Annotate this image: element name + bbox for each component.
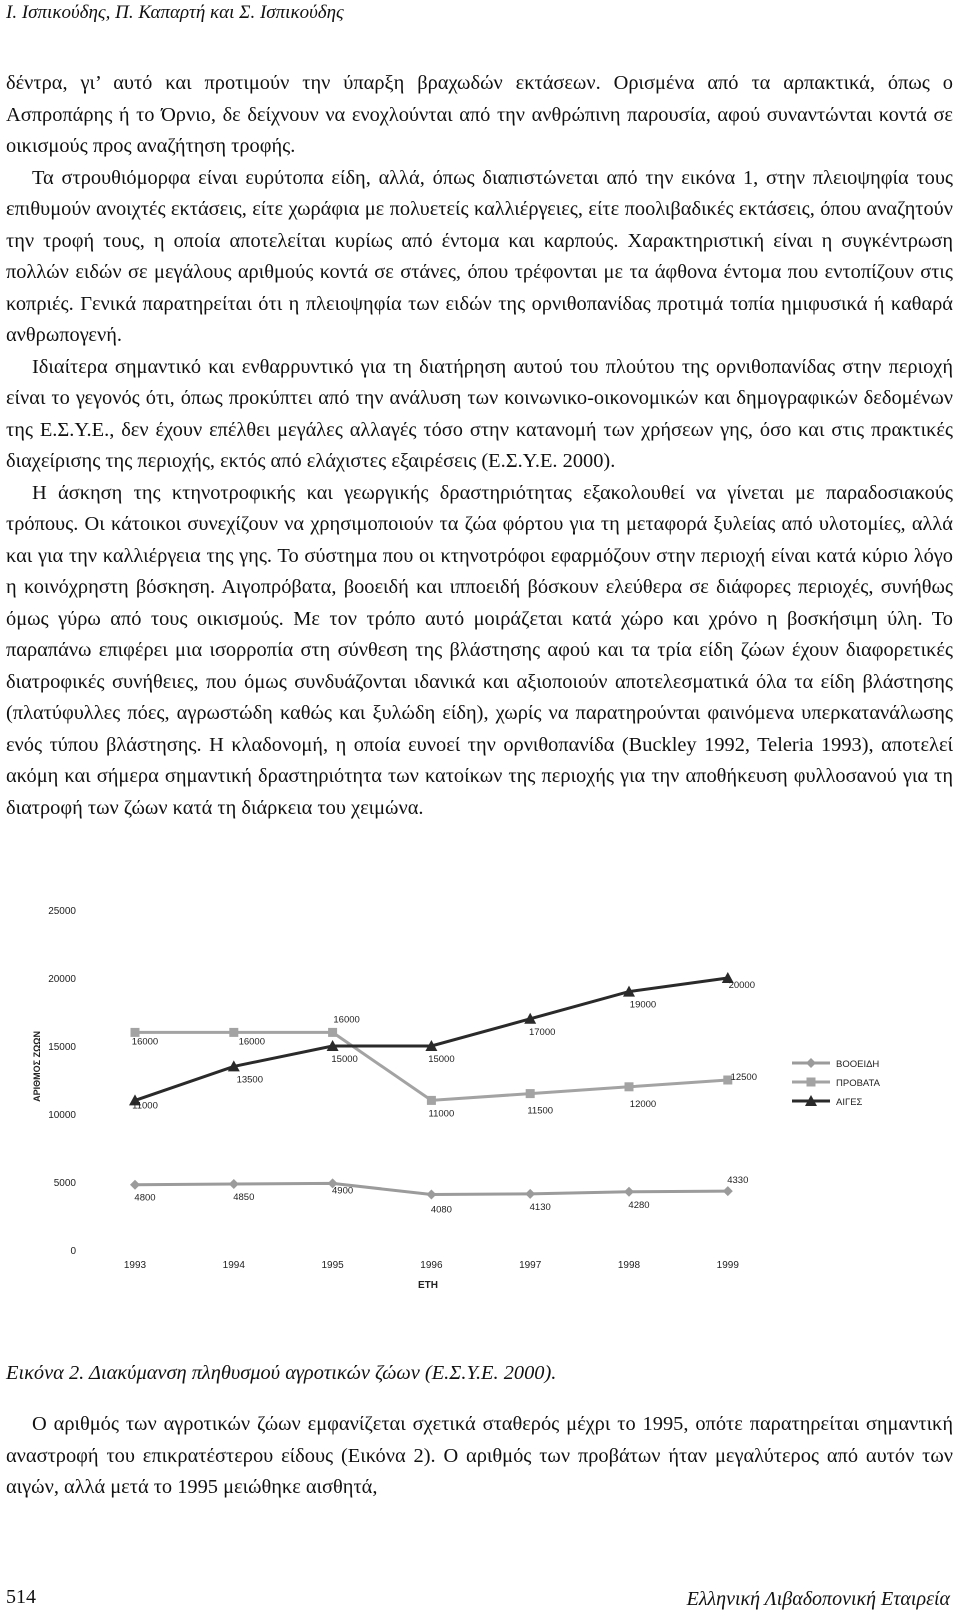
running-header: Ι. Ισπικούδης, Π. Καπαρτή και Σ. Ισπικούδης [6,2,344,23]
y-tick-label: 0 [70,1246,76,1257]
publisher-name: Ελληνική Λιβαδοπονική Εταιρεία [686,1588,950,1610]
y-tick-label: 5000 [53,1178,76,1189]
series-line [135,978,728,1100]
chart-marker-square [625,1082,634,1091]
paragraph: Ο αριθμός των αγροτικών ζώων εμφανίζεται σχετικά σταθερός μέχρι το 1995, οπότε παρατηρείται σημαντική αναστροφή του επικρατέστερου είδους (Εικόνα 2). Ο αριθμός των προβάτων ήταν μεγαλύτερος από αυτόν των αιγών, αλλά μετά το 1995 μειώθηκε αισθητά, [6,1413,953,1498]
chart-marker-diamond [624,1187,634,1197]
data-label: 17000 [528,1026,556,1038]
x-tick-label: 1993 [123,1260,147,1271]
data-label: 16000 [131,1036,159,1048]
chart-marker-square [427,1096,436,1105]
chart-marker-square [229,1028,238,1037]
x-tick-label: 1997 [519,1260,542,1271]
legend-entry: ΒΟΟΕΙΔΗ [836,1059,880,1070]
y-tick-label: 20000 [48,974,76,985]
chart-marker-diamond [426,1190,436,1200]
legend-entry: ΑΙΓΕΣ [836,1097,863,1108]
chart-marker-square [328,1028,337,1037]
x-tick-label: 1996 [420,1260,443,1271]
data-label: 4800 [134,1192,156,1204]
paragraph: Τα στρουθιόμορφα είναι ευρύτοπα είδη, αλλά, όπως διαπιστώνεται από την εικόνα 1, στην πλειοψηφία τους επιθυμούν ανοιχτές εκτάσεις, είτε χωράφια με πολυετείς καλλιέργειες, είτε ποολιβαδικές εκτάσεις, όπου αναζητούν την τροφή τους, η οποία αποτελείται κυρίως από έντομα και καρπούς. Χαρακτηριστική είναι η συγκέντρωση πολλών ειδών σε μεγάλους αριθμούς κοντά σε στάνες, όπου τρέφονται με τα άφθονα έντομα που εντοπίζουν στις κοπριές. Γενικά παρατηρείται ότι η πλειοψηφία των ειδών της ορνιθοπανίδας προτιμά τοπία ημιφυσικά ή καθαρά ανθρωπογενή. [6,166,953,346]
data-label: 16000 [333,1014,360,1026]
x-axis-title: ΕΤΗ [418,1280,438,1291]
data-label: 13500 [236,1074,264,1086]
body-text [6,68,953,824]
data-label: 19000 [629,999,657,1011]
chart-marker-diamond [723,1186,733,1196]
data-label: 4080 [430,1204,452,1216]
data-label: 4130 [529,1201,551,1213]
chart-marker-square [807,1078,816,1087]
data-label: 4280 [628,1199,650,1211]
page-number: 514 [6,1586,36,1608]
y-tick-label: 15000 [48,1042,76,1053]
chart-marker-diamond [130,1180,140,1190]
data-label: 4900 [332,1185,354,1197]
paragraph: Ιδιαίτερα σημαντικό και ενθαρρυντικό για τη διατήρηση αυτού του πλούτου της ορνιθοπανίδας στην περιοχή είναι το γεγονός ότι, όπως προκύπτει από την ανάλυση των κοινωνικο-οικονομικών και δημογραφικών δεδομένων της Ε.Σ.Υ.Ε., δεν έχουν επέλθει μεγάλες αλλαγές τόσο στην κατανομή των χρήσεων γης, όσο και στις πρακτικές διαχείρισης της περιοχής, εκτός από ελάχιστες εξαιρέσεις (Ε.Σ.Υ.Ε. 2000). [6,355,953,472]
paragraph: δέντρα, γι’ αυτό και προτιμούν την ύπαρξη βραχωδών εκτάσεων. Ορισμένα από τα αρπακτικά, όπως ο Ασπροπάρης ή το Όρνιο, δε δείχνουν να ενοχλούνται από την ανθρώπινη παρουσία, αφού συναντώνται κοντά σε οικισμούς προς αναζήτηση τροφής. [6,72,953,157]
x-tick-label: 1994 [222,1260,245,1271]
data-label: 15000 [331,1054,358,1065]
data-label: 12000 [629,1098,657,1110]
paragraph: Η άσκηση της κτηνοτροφικής και γεωργικής δραστηριότητας εξακολουθεί να γίνεται με παραδοσιακούς τρόπους. Οι κάτοικοι συνεχίζουν να χρησιμοποιούν τα ζώα φόρτου για τη μεταφορά ξυλείας από υλοτομίες, αλλά και για την καλλιέργεια της γης. Το σύστημα που οι κτηνοτρόφοι εφαρμόζουν στην περιοχή είναι κατά κύριο λόγο η κοινόχρηστη βόσκηση. Αιγοπρόβατα, βοοειδή και ιπποειδή βόσκουν ελεύθερα σε διάφορες περιοχές, συνήθως όμως γύρω από τους οικισμούς. Με τον τρόπο αυτό μοιράζεται κατά χώρο και χρόνο η βοσκήσιμη ύλη. Το παραπάνω επιφέρει μια ισορροπία στη σύνθεση της βλάστησης αφού και τα τρία είδη ζώων έχουν διαφορετικές διατροφικές συνήθειες, που όμως συνδυάζονται ιδανικά και αξιοποιούν αποτελεσματικά όλα τα είδη βλάστησης (πλατύφυλλες πόες, αγρωστώδη καθώς και ξυλώδη είδη), χωρίς να παρατηρούνται φαινόμενα υπερκατανάλωσης ενός τύπου βλάστησης. Η κλαδονομή, η οποία ευνοεί την ορνιθοπανίδα (Buckley 1992, Teleria 1993), αποτελεί ακόμη και σήμερα σημαντική δραστηριότητα των κατοίκων της περιοχής για την αποθήκευση φυλλοσανού για τη διατροφή των ζώων κατά τη διάρκεια του χειμώνα. [6,481,953,819]
legend-entry: ΠΡΟΒΑΤΑ [836,1078,880,1089]
x-tick-label: 1995 [321,1260,344,1271]
data-label: 11000 [132,1100,158,1112]
y-axis-title: ΑΡΙΘΜΟΣ ΖΩΩΝ [32,1030,42,1102]
data-label: 4330 [727,1175,749,1187]
y-tick-label: 25000 [48,906,76,917]
body-text-continued [6,1409,953,1504]
x-tick-label: 1999 [716,1260,739,1271]
data-label: 11000 [428,1108,455,1120]
line-chart [0,906,960,1340]
figure-chart [0,906,960,1340]
data-label: 11500 [527,1105,554,1117]
chart-marker-square [526,1089,535,1098]
chart-marker-diamond [806,1058,816,1068]
data-label: 15000 [428,1054,455,1065]
chart-marker-diamond [525,1189,535,1199]
x-tick-label: 1998 [617,1260,641,1271]
figure-caption: Εικόνα 2. Διακύμανση πληθυσμού αγροτικών ζώων (Ε.Σ.Υ.Ε. 2000). [6,1362,557,1384]
data-label: 16000 [238,1036,266,1048]
data-label: 4850 [233,1192,255,1204]
y-tick-label: 10000 [48,1110,76,1121]
chart-marker-diamond [229,1179,239,1189]
data-label: 12500 [730,1072,758,1083]
data-label: 20000 [728,980,756,991]
